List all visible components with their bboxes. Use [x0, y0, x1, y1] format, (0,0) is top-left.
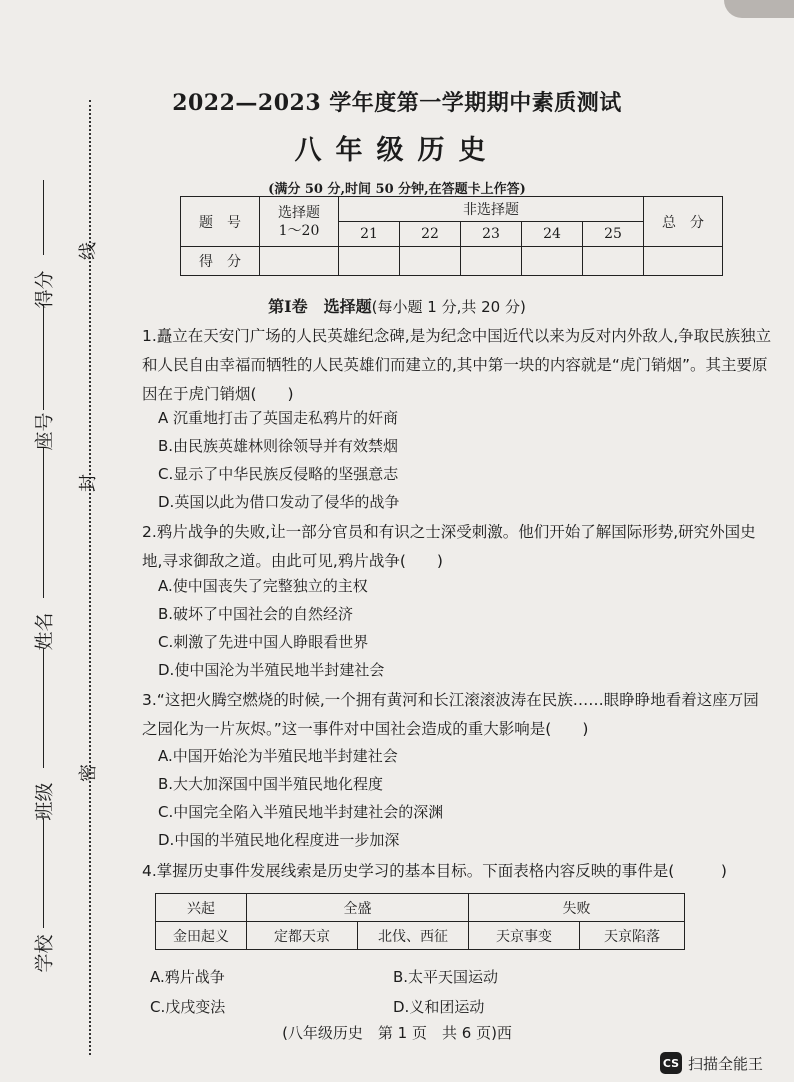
score-header-tihao: 题 号 — [181, 197, 260, 247]
scanner-brand-text: 扫描全能王 — [688, 1054, 764, 1073]
field-label-zuohao: 座号 — [33, 412, 56, 451]
question-1-option-b[interactable]: B.由民族英雄林则徐领导并有效禁烟 — [158, 437, 399, 455]
exam-title: 2022—2023 学年度第一学期期中素质测试 — [172, 90, 622, 116]
score-cell[interactable] — [461, 247, 522, 276]
scan-corner-shadow — [724, 0, 794, 18]
blank-line-zuohao[interactable] — [43, 305, 44, 410]
question-3-option-b[interactable]: B.大大加深国中国半殖民地化程度 — [158, 775, 384, 793]
page-footer: (八年级历史 第 1 页 共 6 页)西 — [282, 1024, 512, 1042]
score-header-nonchoice: 非选择题 — [339, 197, 644, 222]
question-4-option-c[interactable]: C.戊戌变法 — [150, 998, 226, 1016]
score-cell[interactable] — [400, 247, 461, 276]
question-1-option-a[interactable]: A 沉重地打击了英国走私鸦片的奸商 — [158, 409, 399, 427]
question-2-option-b[interactable]: B.破坏了中国社会的自然经济 — [158, 605, 354, 623]
section-heading — [0, 294, 794, 317]
camscanner-logo-icon: CS — [660, 1052, 682, 1074]
question-2-option-c[interactable]: C.刺激了先进中国人睁眼看世界 — [158, 633, 369, 651]
question-1-option-d[interactable]: D.英国以此为借口发动了侵华的战争 — [158, 493, 400, 511]
field-label-xingming: 姓名 — [33, 612, 56, 651]
binding-word-xian: 线 — [78, 242, 99, 260]
field-label-xuexiao: 学校 — [33, 934, 56, 973]
question-1-text: 1.矗立在天安门广场的人民英雄纪念碑,是为纪念中国近代以来为反对内外敌人,争取民族独立和人民自由幸福而牺牲的人民英雄们而建立的,其中第一块的内容就是“虎门销烟”。其主要原因在于虎门销烟( ) — [142, 327, 772, 403]
score-col-21: 21 — [339, 222, 400, 247]
event-header-rise: 兴起 — [156, 894, 247, 922]
score-cell[interactable] — [583, 247, 644, 276]
score-col-25: 25 — [583, 222, 644, 247]
blank-line-xingming[interactable] — [43, 448, 44, 598]
binding-word-mi: 密 — [78, 764, 99, 782]
score-cell[interactable] — [260, 247, 339, 276]
event-table — [155, 893, 685, 950]
question-3-text: 3.“这把火腾空燃烧的时候,一个拥有黄河和长江滚滚波涛在民族……眼睁睁地看着这座万园之园化为一片灰烬。”这一事件对中国社会造成的重大影响是( ) — [142, 691, 759, 738]
question-2-option-d[interactable]: D.使中国沦为半殖民地半封建社会 — [158, 661, 385, 679]
score-col-24: 24 — [522, 222, 583, 247]
exam-note: (满分 50 分,时间 50 分钟,在答题卡上作答) — [268, 182, 526, 197]
question-1-option-c[interactable]: C.显示了中华民族反侵略的坚强意志 — [158, 465, 399, 483]
question-4-option-d[interactable]: D.义和团运动 — [393, 998, 485, 1016]
question-4-option-a[interactable]: A.鸦片战争 — [150, 968, 225, 986]
score-header-choice-range: 1～20 — [278, 222, 320, 239]
event-header-fail: 失败 — [469, 894, 685, 922]
exam-subject: 八年级历史 — [294, 135, 500, 166]
score-cell[interactable] — [339, 247, 400, 276]
score-cell[interactable] — [644, 247, 723, 276]
scanner-watermark — [660, 1052, 763, 1074]
blank-line-banji[interactable] — [43, 648, 44, 768]
score-cell[interactable] — [522, 247, 583, 276]
event-cell: 定都天京 — [247, 922, 358, 950]
score-col-23: 23 — [461, 222, 522, 247]
score-col-22: 22 — [400, 222, 461, 247]
event-header-peak: 全盛 — [247, 894, 469, 922]
blank-line-xuexiao[interactable] — [43, 818, 44, 928]
event-cell: 天京陷落 — [580, 922, 685, 950]
binding-word-feng: 封 — [78, 474, 99, 492]
question-2-option-a[interactable]: A.使中国丧失了完整独立的主权 — [158, 577, 368, 595]
question-2-text: 2.鸦片战争的失败,让一部分官员和有识之士深受刺激。他们开始了解国际形势,研究外国史地,寻求御敌之道。由此可见,鸦片战争( ) — [142, 523, 756, 570]
question-3-option-d[interactable]: D.中国的半殖民地化程度进一步加深 — [158, 831, 400, 849]
section-subtitle: (每小题 1 分,共 20 分) — [371, 298, 526, 316]
score-row-defen: 得 分 — [181, 247, 260, 276]
section-title: 第Ⅰ卷 选择题 — [268, 297, 372, 316]
event-cell: 天京事变 — [469, 922, 580, 950]
question-3-option-a[interactable]: A.中国开始沦为半殖民地半封建社会 — [158, 747, 398, 765]
score-table — [180, 196, 723, 276]
question-4-text: 4.掌握历史事件发展线索是历史学习的基本目标。下面表格内容反映的事件是( ) — [142, 862, 727, 880]
score-header-total: 总 分 — [644, 197, 723, 247]
score-header-choice — [260, 197, 339, 247]
field-label-defen: 得分 — [33, 270, 56, 309]
question-4-option-b[interactable]: B.太平天国运动 — [393, 968, 499, 986]
score-header-choice-label: 选择题 — [278, 204, 320, 221]
question-3-option-c[interactable]: C.中国完全陷入半殖民地半封建社会的深渊 — [158, 803, 444, 821]
field-label-banji: 班级 — [33, 782, 56, 821]
event-cell: 金田起义 — [156, 922, 247, 950]
event-cell: 北伐、西征 — [358, 922, 469, 950]
